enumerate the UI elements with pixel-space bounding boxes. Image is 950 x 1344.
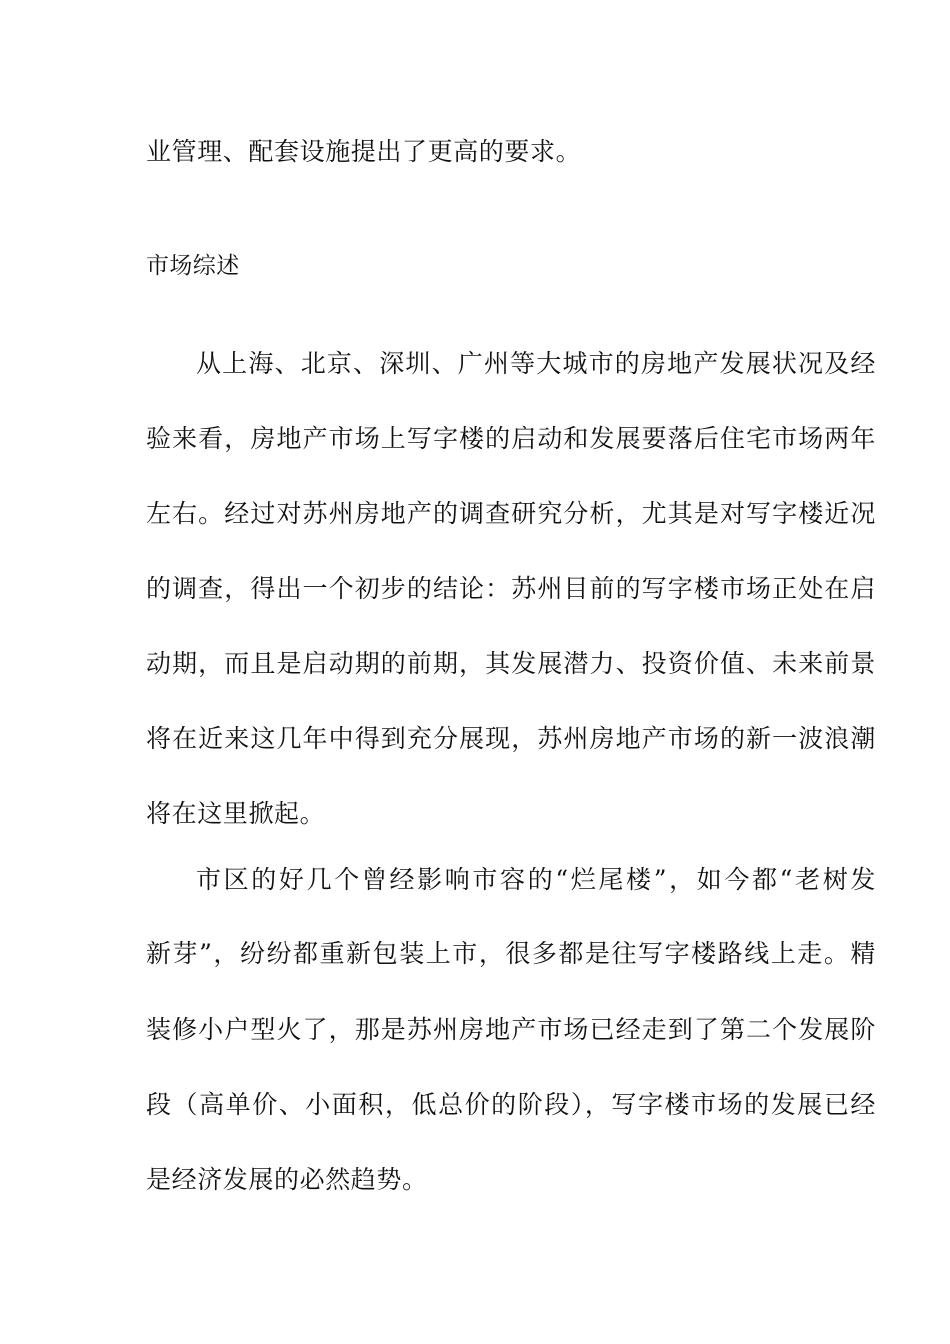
paragraph-line: 从上海、北京、深圳、广州等大城市的房地产发展状况及经: [196, 349, 876, 378]
paragraph-line: 将在近来这几年中得到充分展现，苏州房地产市场的新一波浪潮: [146, 724, 876, 753]
continuation-line: 业管理、配套设施提出了更高的要求。: [146, 137, 582, 166]
paragraph-line: 将在这里掀起。: [146, 799, 326, 828]
paragraph-line: 动期，而且是启动期的前期，其发展潜力、投资价值、未来前景: [146, 649, 876, 678]
paragraph-line: 的调查，得出一个初步的结论：苏州目前的写字楼市场正处在启: [146, 574, 876, 603]
paragraph-line: 市区的好几个曾经影响市容的“烂尾楼”，如今都“老树发: [196, 865, 876, 894]
paragraph-line: 左右。经过对苏州房地产的调查研究分析，尤其是对写字楼近况: [146, 499, 876, 528]
paragraph-line: 装修小户型火了，那是苏州房地产市场已经走到了第二个发展阶: [146, 1015, 876, 1044]
paragraph-line: 是经济发展的必然趋势。: [146, 1165, 428, 1194]
paragraph-line: 段（高单价、小面积，低总价的阶段），写字楼市场的发展已经: [146, 1090, 876, 1119]
paragraph-line: 新芽”，纷纷都重新包装上市，很多都是往写字楼路线上走。精: [146, 939, 876, 968]
section-heading: 市场综述: [146, 253, 240, 279]
paragraph-line: 验来看，房地产市场上写字楼的启动和发展要落后住宅市场两年: [146, 424, 876, 453]
